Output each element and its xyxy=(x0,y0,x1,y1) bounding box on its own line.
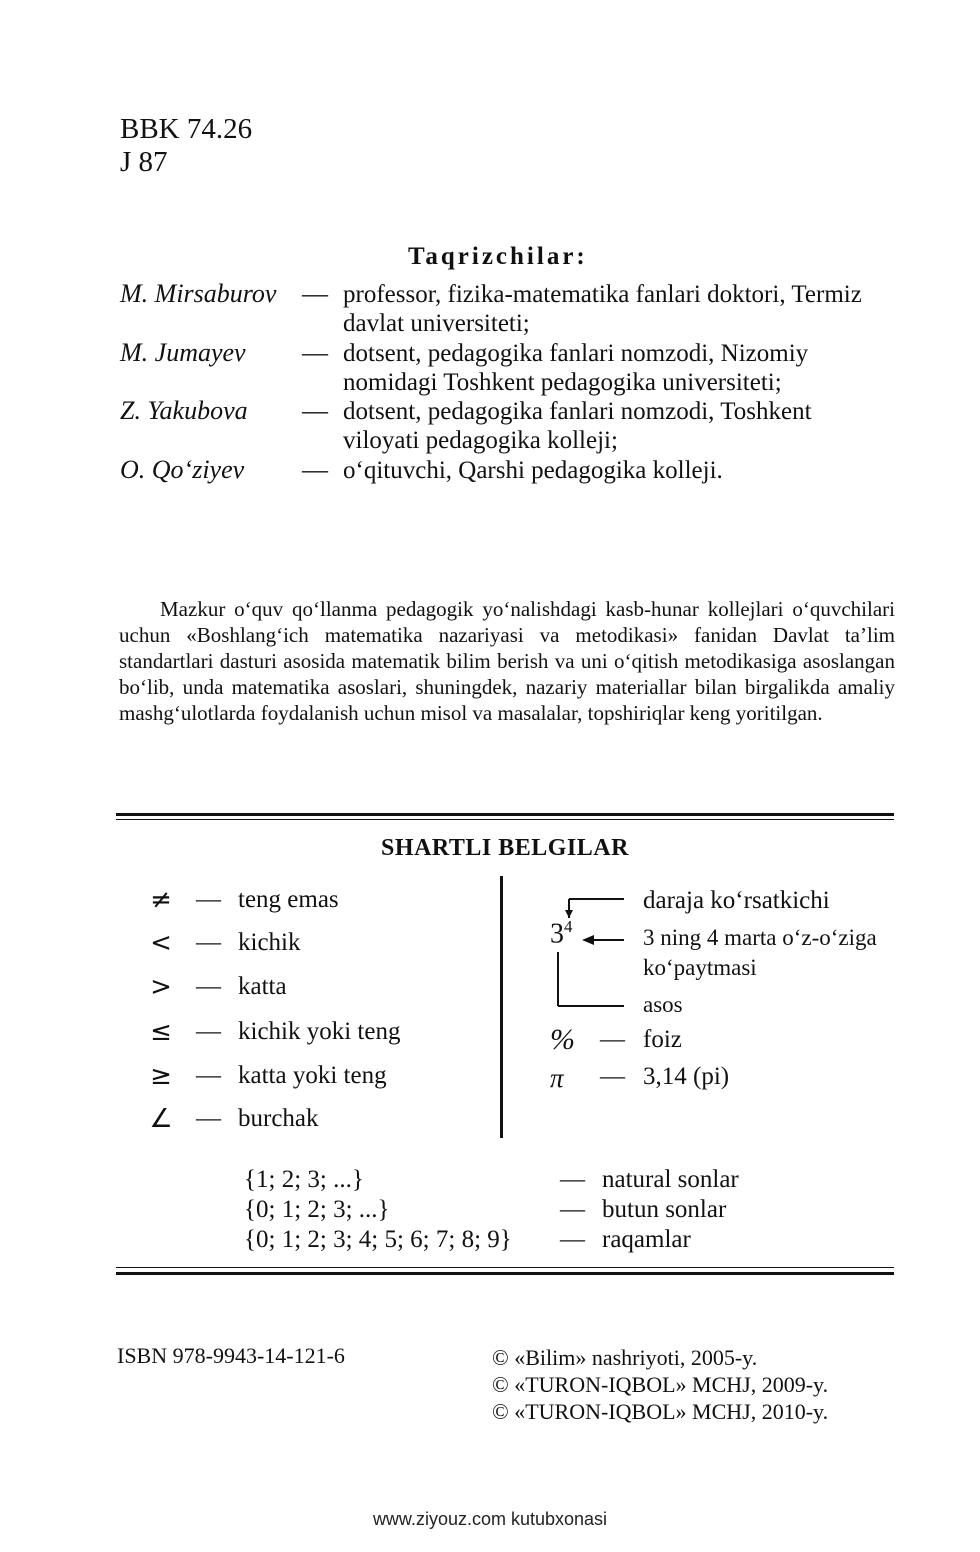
pi-symbol: π xyxy=(550,1063,564,1093)
bottom-rule xyxy=(116,1272,894,1275)
reviewer-desc-line1: o‘qituvchi, Qarshi pedagogika kolleji. xyxy=(343,457,723,484)
top-rule xyxy=(116,813,894,816)
reviewer-dash: — xyxy=(302,396,328,425)
power-meaning-line1: 3 ning 4 marta o‘z-o‘ziga xyxy=(643,925,877,950)
reviewer-dash: — xyxy=(302,338,328,367)
symbol-label: burchak xyxy=(238,1105,319,1132)
symbols-heading: SHARTLI BELGILAR xyxy=(381,835,629,861)
whole-numbers-set: {0; 1; 2; 3; ...} xyxy=(244,1196,390,1223)
column-divider xyxy=(500,876,503,1138)
reviewer-desc-line2: viloyati pedagogika kolleji; xyxy=(343,427,618,454)
reviewer-desc-line1: dotsent, pedagogika fanlari nomzodi, Toshkent xyxy=(343,398,812,425)
percent-symbol: % xyxy=(550,1023,575,1056)
symbol-dash: — xyxy=(196,1018,221,1045)
symbol-label: kichik yoki teng xyxy=(238,1018,401,1045)
not-equal-symbol: ≠ xyxy=(150,885,172,915)
base-label: asos xyxy=(643,992,683,1017)
digits-set: {0; 1; 2; 3; 4; 5; 6; 7; 8; 9} xyxy=(244,1226,512,1253)
reviewer-desc-line1: dotsent, pedagogika fanlari nomzodi, Nizomiy xyxy=(343,340,809,367)
symbol-dash: — xyxy=(600,1063,625,1090)
bbk-code: BBK 74.26 xyxy=(120,113,253,145)
symbol-dash: — xyxy=(600,1026,625,1053)
symbol-dash: — xyxy=(196,929,221,956)
set-dash: — xyxy=(560,1196,585,1223)
power-base: 3 xyxy=(550,918,564,950)
bottom-rule-thin xyxy=(116,1267,894,1268)
pi-label: 3,14 (pi) xyxy=(643,1063,730,1090)
footer-url: www.ziyouz.com kutubxonasi xyxy=(372,1509,608,1529)
reviewer-name: Z. Yakubova xyxy=(120,396,248,425)
top-rule-thin xyxy=(116,819,894,820)
abstract-paragraph: Mazkur o‘quv qo‘llanma pedagogik yo‘nalishdagi kasb-hunar kollejlari o‘quvchilari uchun «Boshlang‘ich matematika nazariyasi va metodikasi» fanidan Davlat ta’lim standartlari dasturi asosida matematik bilim berish va uni o‘qitish metodikasiga asoslangan bo‘lib, unda matematika asoslari, shuningdek, nazariy materiallar bilan birgalikda amaliy mashg‘ulotlarda foydalanish uchun misol va masalalar, topshiriqlar keng yoritilgan. xyxy=(119,597,895,725)
natural-numbers-set: {1; 2; 3; ...} xyxy=(244,1166,364,1193)
symbol-dash: — xyxy=(196,1062,221,1089)
power-meaning-line2: ko‘paytmasi xyxy=(643,955,757,980)
isbn: ISBN 978-9943-14-121-6 xyxy=(117,1343,345,1368)
reviewer-dash: — xyxy=(302,455,328,484)
power-expression xyxy=(550,917,573,950)
symbol-label: kichik xyxy=(238,929,301,956)
symbol-label: teng emas xyxy=(238,886,339,913)
reviewer-name: M. Jumayev xyxy=(120,338,246,367)
power-diagram-lines xyxy=(540,890,640,1020)
natural-numbers-label: natural sonlar xyxy=(602,1166,739,1193)
symbol-dash: — xyxy=(196,886,221,913)
power-exponent: 4 xyxy=(564,917,573,936)
less-or-equal-symbol: ≤ xyxy=(150,1017,172,1047)
copyright-line: © «TURON-IQBOL» MCHJ, 2010-y. xyxy=(492,1399,829,1424)
copyright-line: © «Bilim» nashriyoti, 2005-y. xyxy=(492,1345,758,1370)
set-dash: — xyxy=(560,1226,585,1253)
reviewer-desc-line2: davlat universiteti; xyxy=(343,310,530,337)
symbol-dash: — xyxy=(196,973,221,1000)
less-than-symbol: < xyxy=(150,928,172,958)
reviewer-name: M. Mirsaburov xyxy=(120,279,277,308)
exponent-label: daraja ko‘rsatkichi xyxy=(643,887,830,914)
greater-or-equal-symbol: ≥ xyxy=(150,1061,172,1091)
reviewer-name: O. Qo‘ziyev xyxy=(120,455,245,484)
digits-label: raqamlar xyxy=(602,1226,691,1253)
reviewer-desc-line2: nomidagi Toshkent pedagogika universiteti; xyxy=(343,369,782,396)
reviewer-desc-line1: professor, fizika-matematika fanlari doktori, Termiz xyxy=(343,281,862,308)
reviewers-heading: Taqrizchilar: xyxy=(408,243,588,270)
set-dash: — xyxy=(560,1166,585,1193)
symbol-label: katta yoki teng xyxy=(238,1062,387,1089)
angle-symbol: ∠ xyxy=(149,1104,173,1134)
reviewer-dash: — xyxy=(302,279,328,308)
greater-than-symbol: > xyxy=(150,972,172,1002)
symbol-dash: — xyxy=(196,1105,221,1132)
author-mark: J 87 xyxy=(120,146,168,178)
whole-numbers-label: butun sonlar xyxy=(602,1196,727,1223)
copyright-line: © «TURON-IQBOL» MCHJ, 2009-y. xyxy=(492,1372,829,1397)
percent-label: foiz xyxy=(643,1026,682,1053)
symbol-label: katta xyxy=(238,973,287,1000)
